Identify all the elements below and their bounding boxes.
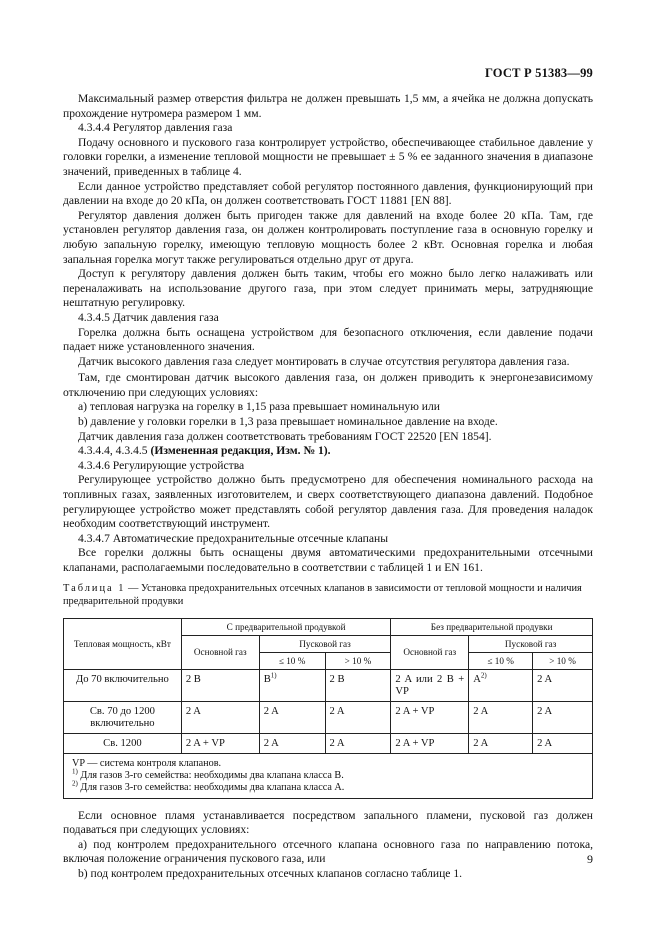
header-le10-without: ≤ 10 % (469, 652, 533, 669)
cell-gt10-with: 2 B (325, 669, 391, 701)
table-notes-row (64, 753, 593, 798)
paragraph: Датчик высокого давления газа следует монтировать в случае отсутствия регулятора давления газа. (78, 354, 570, 368)
header-without-purge: Без предварительной продувки (391, 618, 593, 635)
footnote-2-mark: 2) (72, 779, 78, 788)
cell-gt10-with: 2 A (325, 733, 391, 753)
cell-main-without: 2 A + VP (391, 733, 469, 753)
cell-power: До 70 включительно (64, 669, 182, 701)
header-start-gas-with: Пусковой газ (259, 635, 391, 652)
document-header: ГОСТ Р 51383—99 (484, 66, 593, 80)
header-gt10-without: > 10 % (533, 652, 593, 669)
paragraph: Там, где смонтирован датчик высокого давления газа, он должен приводить к энергонезависимому отключению при следующих условиях: (63, 371, 593, 399)
footnote-2 (72, 779, 586, 794)
paragraph: b) давление у головки горелки в 1,3 раза превышает номинальное давление на входе. (78, 415, 498, 429)
paragraph: Регулятор давления должен быть пригоден также для давлений на входе более 20 кПа. Там, где установлен регулятор давления газа, он должен контролировать поступление газа в основную горелку и любую запальную горелку, имеющую тепловую мощность более 2 кВт. Основная горелка и любая запальная горелка могут также регулироваться отдельно друг от друга. (63, 208, 593, 266)
table-caption (63, 582, 593, 608)
paragraph: Датчик давления газа должен соответствовать требованиям ГОСТ 22520 [EN 1854]. (78, 429, 492, 443)
paragraph: Все горелки должны быть оснащены двумя автоматическими предохранительными отсечными клапанами, располагаемыми последовательно в соответствии с таблицей 1 и EN 161. (63, 546, 593, 574)
edit-note-prefix: 4.3.4.4, 4.3.4.5 (78, 444, 151, 458)
cell-le10-with: 2 A (259, 733, 325, 753)
paragraphs-mid (63, 459, 593, 576)
cell-le10-with: 2 A (259, 701, 325, 733)
table-caption-label: Таблица 1 (63, 582, 126, 594)
paragraph: Максимальный размер отверстия фильтра не должен превышать 1,5 мм, а ячейка не должна допускать прохождение нутромера размером 1 мм. (63, 92, 593, 120)
cell-power: Св. 1200 (64, 733, 182, 753)
cell-main-with: 2 B (181, 669, 259, 701)
cell-le10-without: 2 A (469, 733, 533, 753)
paragraph: 4.3.4.5 Датчик давления газа (78, 310, 219, 324)
header-power: Тепловая мощность, кВт (64, 618, 182, 669)
edit-note-bold: (Измененная редакция, Изм. № 1). (150, 444, 331, 458)
header-start-gas-without: Пусковой газ (469, 635, 593, 652)
paragraph: Если основное пламя устанавливается посредством запального пламени, пусковой газ должен подаваться при следующих условиях: (63, 808, 593, 837)
footnote-ref: 1) (270, 671, 277, 680)
table-row (64, 733, 593, 753)
paragraph: 4.3.4.7 Автоматические предохранительные отсечные клапаны (78, 531, 388, 545)
cell-le10-without (469, 669, 533, 701)
footnote-ref: 2) (480, 671, 487, 680)
cell-main-without: 2 A + VP (391, 701, 469, 733)
paragraph: a) тепловая нагрузка на горелку в 1,15 раза превышает номинальную или (78, 400, 440, 414)
edit-note (63, 444, 593, 459)
paragraphs-top (63, 92, 593, 444)
paragraph: Доступ к регулятору давления должен быть таким, чтобы его можно было легко налаживать или переналаживать на использование другого газа, при этом следует принимать меры, затрудняющие нештатную регулировку. (63, 267, 593, 310)
paragraphs-bottom (63, 809, 593, 882)
cell-value: A (473, 673, 481, 685)
paragraph: Если данное устройство представляет собой регулятор постоянного давления, функционирующий при давлении на входе до 20 кПа, он должен соответствовать ГОСТ 11881 [EN 88]. (63, 179, 593, 208)
table-caption-text: — Установка предохранительных отсечных клапанов в зависимости от тепловой мощности и наличия предварительной продувки (63, 582, 582, 607)
footnote-1-text: Для газов 3-го семейства: необходимы два клапана класса B. (77, 769, 344, 781)
footnote-1-mark: 1) (72, 767, 78, 776)
cell-main-with: 2 A (181, 701, 259, 733)
paragraph: Подачу основного и пускового газа контролирует устройство, обеспечивающее стабильное давление у головки горелки, а изменение тепловой мощности не превышает ± 5 % ее заданного значения в диапазоне значений, приведенных в таблице 4. (63, 135, 593, 178)
cell-le10-without: 2 A (469, 701, 533, 733)
paragraph: 4.3.4.6 Регулирующие устройства (78, 458, 245, 472)
header-with-purge: С предварительной продувкой (181, 618, 391, 635)
cell-main-without: 2 A или 2 B + VP (391, 669, 469, 701)
cell-main-with: 2 A + VP (181, 733, 259, 753)
cell-le10-with (259, 669, 325, 701)
cell-gt10-without: 2 A (533, 733, 593, 753)
paragraph: b) под контролем предохранительных отсечных клапанов согласно таблице 1. (78, 866, 463, 880)
page-number: 9 (587, 852, 593, 866)
cell-power: Св. 70 до 1200 включительно (64, 701, 182, 733)
cell-value: B (263, 673, 271, 685)
header-main-gas-with: Основной газ (181, 635, 259, 669)
header-gt10-with: > 10 % (325, 652, 391, 669)
table-row (64, 669, 593, 701)
table-row (64, 701, 593, 733)
cell-gt10-with: 2 A (325, 701, 391, 733)
header-main-gas-without: Основной газ (391, 635, 469, 669)
paragraph: Регулирующее устройство должно быть предусмотрено для обеспечения номинального расхода на топливных газах, заявленных изготовителем, и сверх соответствующего диапазона давлений. Подобное регулирующее устройство может представлять собой регулятор давления газа. Для проведения наладок необходим соответствующий инструмент. (63, 473, 593, 531)
table-notes (64, 753, 593, 798)
paragraph: Горелка должна быть оснащена устройством для безопасного отключения, если давление подачи падает ниже установленного значения. (63, 325, 593, 354)
valve-table (63, 618, 593, 799)
footnote-1 (72, 767, 586, 782)
footnote-2-text: Для газов 3-го семейства: необходимы два клапана класса A. (77, 781, 345, 793)
paragraph: 4.3.4.4 Регулятор давления газа (78, 121, 233, 135)
document-body (63, 92, 593, 882)
cell-gt10-without: 2 A (533, 701, 593, 733)
cell-gt10-without: 2 A (533, 669, 593, 701)
header-le10-with: ≤ 10 % (259, 652, 325, 669)
paragraph: a) под контролем предохранительного отсечного клапана основного газа по направлению потока, включая положение ограничения пускового газа, или (63, 837, 593, 866)
note-vp: VP — система контроля клапанов. (72, 757, 222, 769)
